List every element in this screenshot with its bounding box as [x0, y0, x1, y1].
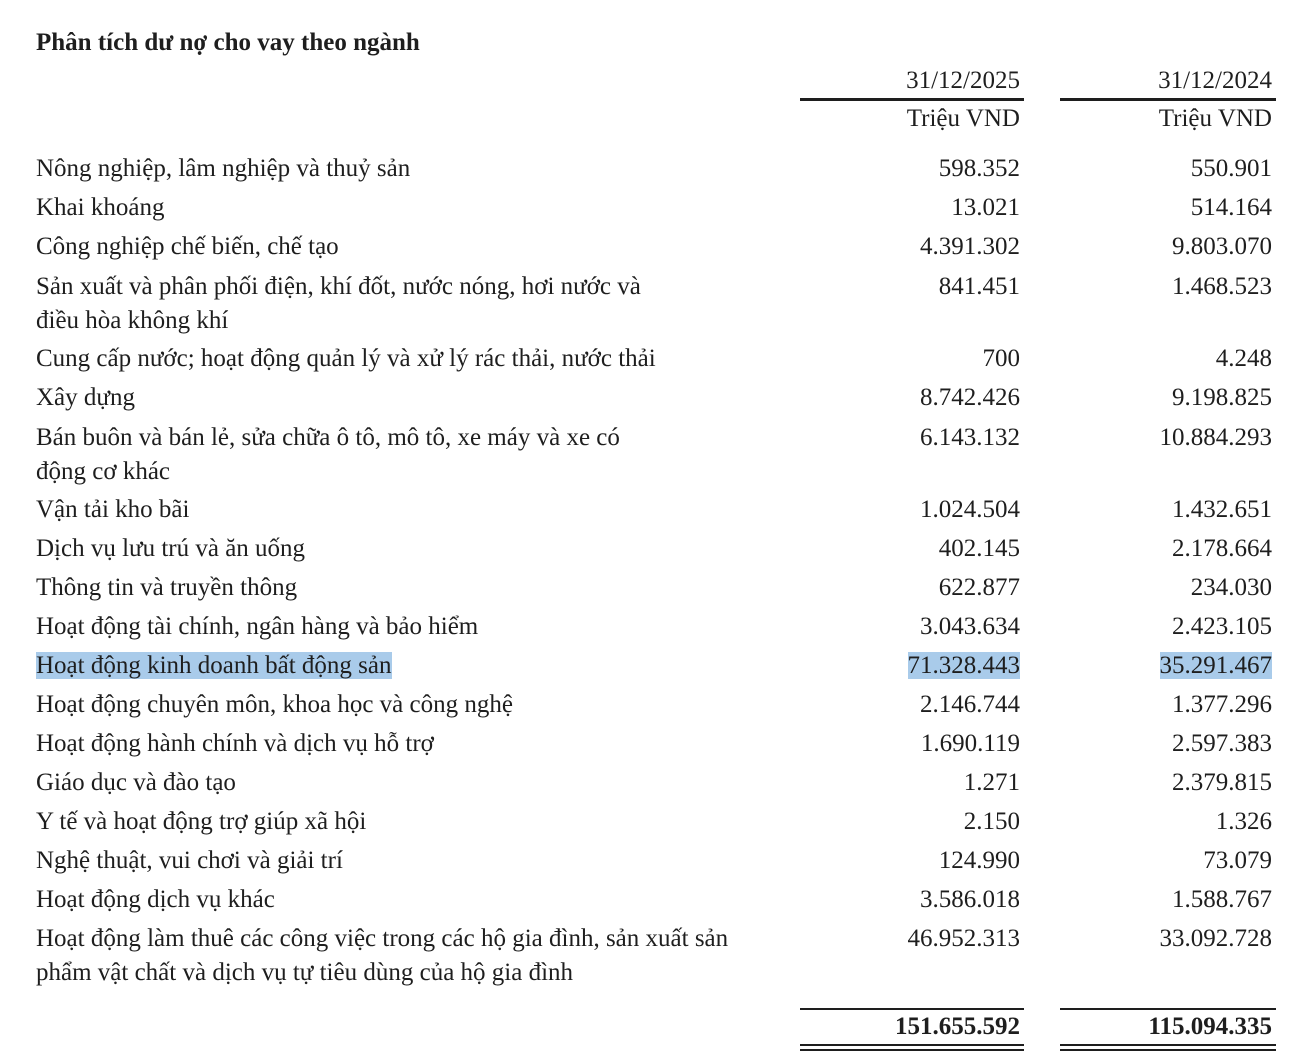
- row-value-2024: 1.432.651: [1172, 496, 1272, 523]
- column-unit-2025: Triệu VND: [906, 105, 1020, 132]
- row-value-2024: 2.379.815: [1172, 769, 1272, 796]
- row-label: Dịch vụ lưu trú và ăn uống: [36, 535, 306, 562]
- row-value-2025: 1.271: [963, 769, 1020, 796]
- row-value-2024-wrap: [1060, 649, 1272, 683]
- total-double-rule-2025-a: [800, 1044, 1024, 1046]
- row-value-2024: 9.803.070: [1172, 233, 1272, 260]
- row-label: Hoạt động tài chính, ngân hàng và bảo hiểm: [36, 613, 479, 640]
- row-label: Bán buôn và bán lẻ, sửa chữa ô tô, mô tô, xe máy và xe có động cơ khác: [36, 424, 620, 485]
- row-value-2024: 1.377.296: [1172, 691, 1272, 718]
- row-label-wrap: [36, 649, 781, 683]
- row-value-2024: 550.901: [1190, 155, 1272, 182]
- row-value-2025: 4.391.302: [920, 233, 1020, 260]
- row-value-2024: 4.248: [1215, 345, 1272, 372]
- row-value-2025: 2.150: [963, 808, 1020, 835]
- row-value-2025: 841.451: [938, 273, 1020, 300]
- row-value-2024: 9.198.825: [1172, 384, 1272, 411]
- row-label: Y tế và hoạt động trợ giúp xã hội: [36, 808, 367, 835]
- row-value-2025: 46.952.313: [907, 925, 1020, 952]
- row-label: Nghệ thuật, vui chơi và giải trí: [36, 847, 343, 874]
- row-label: Hoạt động chuyên môn, khoa học và công nghệ: [36, 691, 513, 718]
- row-label: Nông nghiệp, lâm nghiệp và thuỷ sản: [36, 155, 411, 182]
- row-value-2025: 2.146.744: [920, 691, 1020, 718]
- row-value-2024: 10.884.293: [1159, 424, 1272, 451]
- row-value-2024: 1.588.767: [1172, 886, 1272, 913]
- row-label: Giáo dục và đào tạo: [36, 769, 236, 796]
- row-value-2025: 13.021: [951, 194, 1020, 221]
- row-value-2025: 3.586.018: [920, 886, 1020, 913]
- total-double-rule-2025-b: [800, 1049, 1024, 1051]
- row-label: Công nghiệp chế biến, chế tạo: [36, 233, 339, 260]
- row-value-2025: 124.990: [938, 847, 1020, 874]
- total-double-rule-2024-a: [1060, 1044, 1276, 1046]
- total-double-rule-2024-b: [1060, 1049, 1276, 1051]
- row-value-2025: 6.143.132: [920, 424, 1020, 451]
- row-value-2024: 514.164: [1190, 194, 1272, 221]
- row-label: Xây dựng: [36, 384, 135, 411]
- column-unit-2024: Triệu VND: [1158, 105, 1272, 132]
- row-value-2024: 2.597.383: [1172, 730, 1272, 757]
- row-value-2025: 700: [982, 345, 1020, 372]
- total-value-2024: 115.094.335: [1148, 1013, 1272, 1040]
- row-value-2025: 8.742.426: [920, 384, 1020, 411]
- row-value-2025: 598.352: [938, 155, 1020, 182]
- row-value-2025: 3.043.634: [920, 613, 1020, 640]
- row-value-2024: 2.178.664: [1172, 535, 1272, 562]
- row-value-2024: 2.423.105: [1172, 613, 1272, 640]
- total-value-2025: 151.655.592: [895, 1013, 1020, 1040]
- row-value-2025: 71.328.443: [907, 652, 1020, 679]
- row-label: Khai khoáng: [36, 194, 165, 221]
- column-header-2024-date: 31/12/2024: [1158, 67, 1272, 94]
- row-label: Sản xuất và phân phối điện, khí đốt, nước nóng, hơi nước và điều hòa không khí: [36, 273, 641, 334]
- row-label: Thông tin và truyền thông: [36, 574, 298, 601]
- row-label: Cung cấp nước; hoạt động quản lý và xử lý rác thải, nước thải: [36, 345, 656, 372]
- row-value-2025: 402.145: [938, 535, 1020, 562]
- row-value-2024: 1.326: [1215, 808, 1272, 835]
- row-value-2025: 1.024.504: [920, 496, 1020, 523]
- table-title: Phân tích dư nợ cho vay theo ngành: [36, 29, 420, 56]
- header-underline-2025: [800, 98, 1024, 101]
- row-label: Hoạt động dịch vụ khác: [36, 886, 275, 913]
- column-header-2025-date: 31/12/2025: [906, 67, 1020, 94]
- row-value-2025: 622.877: [938, 574, 1020, 601]
- row-label: Vận tải kho bãi: [36, 496, 190, 523]
- row-value-2025-wrap: [800, 649, 1020, 683]
- row-value-2024: 234.030: [1190, 574, 1272, 601]
- row-value-2024: 35.291.467: [1159, 652, 1272, 679]
- row-value-2024: 1.468.523: [1172, 273, 1272, 300]
- header-underline-2024: [1060, 98, 1276, 101]
- row-label: Hoạt động kinh doanh bất động sản: [36, 652, 392, 679]
- row-value-2024: 73.079: [1203, 847, 1272, 874]
- row-label: Hoạt động hành chính và dịch vụ hỗ trợ: [36, 730, 434, 757]
- row-label: Hoạt động làm thuê các công việc trong các hộ gia đình, sản xuất sản phẩm vật chất và dịch vụ tự tiêu dùng của hộ gia đình: [36, 925, 729, 986]
- row-value-2024: 33.092.728: [1159, 925, 1272, 952]
- row-value-2025: 1.690.119: [920, 730, 1020, 757]
